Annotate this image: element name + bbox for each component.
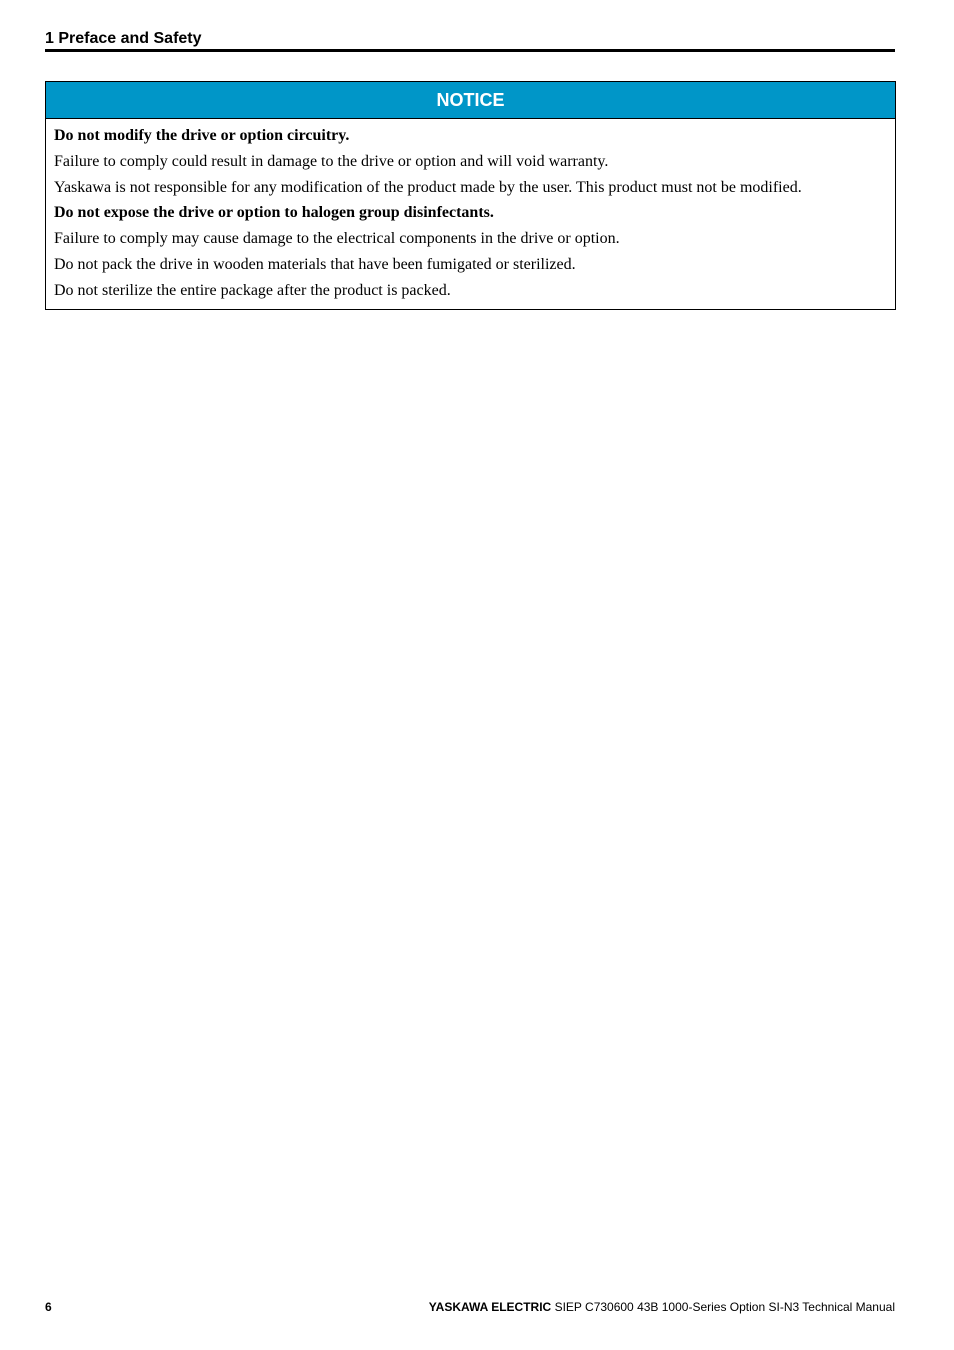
notice-body: [46, 119, 895, 309]
notice-line: Do not sterilize the entire package after the product is packed.: [54, 281, 451, 299]
page-footer: [45, 1298, 895, 1316]
notice-title: NOTICE: [46, 82, 895, 119]
notice-box: [45, 81, 896, 310]
footer-brand: YASKAWA ELECTRIC: [428, 1300, 552, 1314]
notice-line: Yaskawa is not responsible for any modification of the product made by the user. This product must not be modified.: [54, 178, 802, 196]
section-header: 1 Preface and Safety: [45, 30, 202, 47]
notice-line: Do not expose the drive or option to halogen group disinfectants.: [54, 204, 494, 222]
page-number: 6: [45, 1300, 52, 1314]
header-rule: [45, 49, 895, 52]
notice-line: Failure to comply could result in damage to the drive or option and will void warranty.: [54, 152, 609, 170]
notice-line: Do not pack the drive in wooden materials that have been fumigated or sterilized.: [54, 255, 576, 273]
footer-manual-info: [429, 1298, 895, 1316]
footer-manual-title: SIEP C730600 43B 1000-Series Option SI-N3 Technical Manual: [554, 1300, 895, 1314]
notice-line: Failure to comply may cause damage to the electrical components in the drive or option.: [54, 230, 620, 248]
notice-line: Do not modify the drive or option circuitry.: [54, 127, 350, 144]
